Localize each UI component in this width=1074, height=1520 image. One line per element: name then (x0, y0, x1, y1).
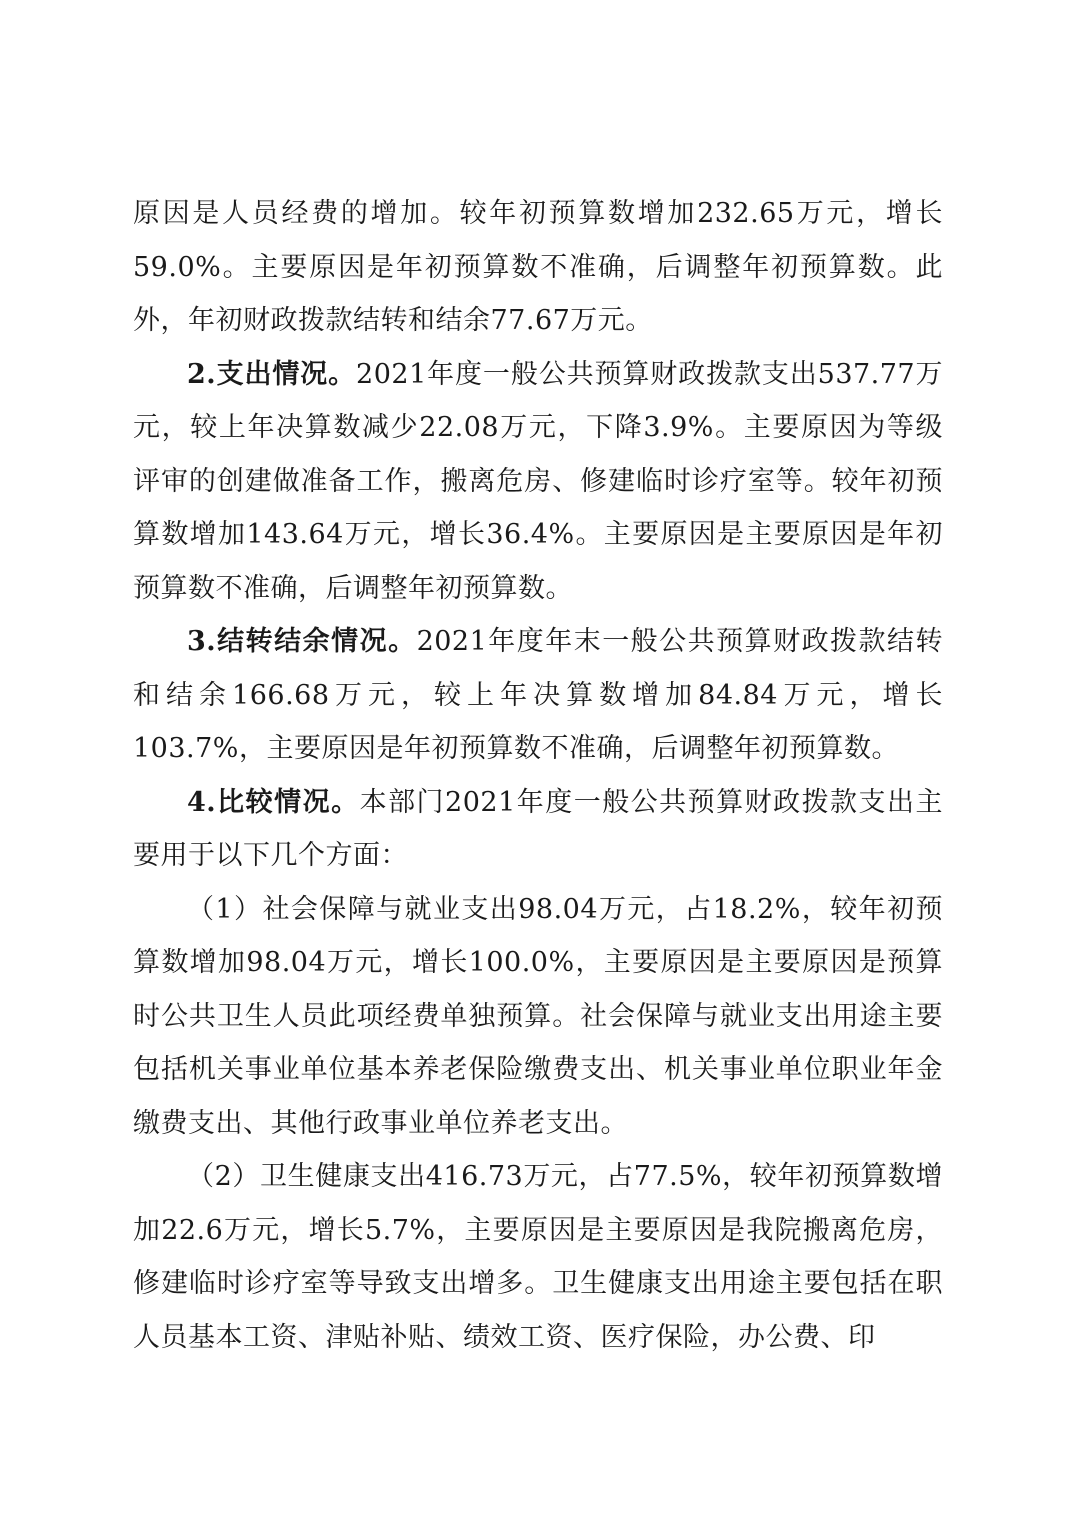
paragraph-text: （2）卫生健康支出416.73万元，占77.5%，较年初预算数增加22.6万元，增长5.7%，主要原因是主要原因是我院搬离危房，修建临时诊疗室等导致支出增多。卫生健康支出用途主要包括在职人员基本工资、津贴补贴、绩效工资、医疗保险，办公费、印 (133, 1161, 943, 1353)
paragraph-expenditure (133, 348, 943, 616)
section-heading-comparison: 4.比较情况。 (187, 786, 360, 818)
paragraph-social-security (133, 883, 943, 1151)
section-heading-carryover: 3.结转结余情况。 (187, 626, 417, 657)
paragraph-continuation (133, 187, 943, 348)
paragraph-text: 2021年度一般公共预算财政拨款支出537.77万元，较上年决算数减少22.08万元，下降3.9%。主要原因为等级评审的创建做准备工作，搬离危房、修建临时诊疗室等。较年初预算数增加143.64万元，增长36.4%。主要原因是主要原因是年初预算数不准确，后调整年初预算数。 (133, 358, 944, 604)
section-heading-expenditure: 2.支出情况。 (187, 358, 357, 390)
paragraph-text: （1）社会保障与就业支出98.04万元，占18.2%，较年初预算数增加98.04万元，增长100.0%，主要原因是主要原因是预算时公共卫生人员此项经费单独预算。社会保障与就业支出用途主要包括机关事业单位基本养老保险缴费支出、机关事业单位职业年金缴费支出、其他行政事业单位养老支出。 (133, 893, 943, 1139)
paragraph-carryover (133, 615, 943, 776)
paragraph-text: 2021年度年末一般公共预算财政拨款结转和结余166.68万元，较上年决算数增加84.84万元，增长103.7%，主要原因是年初预算数不准确，后调整年初预算数。 (133, 626, 944, 764)
paragraph-health (133, 1150, 943, 1364)
paragraph-comparison (133, 776, 943, 883)
paragraph-text: 本部门2021年度一般公共预算财政拨款支出主要用于以下几个方面： (133, 786, 944, 871)
paragraph-text: 原因是人员经费的增加。较年初预算数增加232.65万元，增长59.0%。主要原因是年初预算数不准确，后调整年初预算数。此外，年初财政拨款结转和结余77.67万元。 (133, 198, 943, 336)
document-body (133, 187, 943, 1364)
